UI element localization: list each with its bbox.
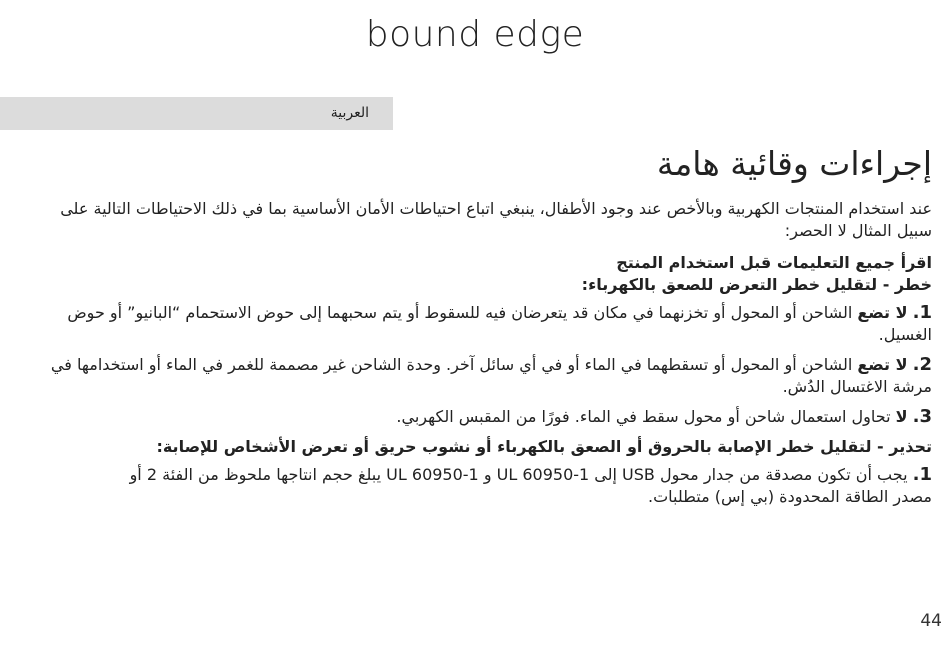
- item-text: تحاول استعمال شاحن أو محول سقط في الماء. فورًا من المقبس الكهربي.: [396, 406, 896, 426]
- item-number: 1.: [912, 301, 932, 323]
- danger-item-1: [20, 302, 932, 346]
- item-lead: لا تضع: [857, 302, 908, 322]
- read-block: [20, 252, 932, 296]
- danger-item-3: [20, 406, 932, 428]
- main-content: [20, 143, 932, 516]
- item-text: الشاحن أو المحول أو تسقطهما في الماء أو في أي سائل آخر. وحدة الشاحن غير مصممة للغمر في الماء أو استخدامها في مرشة الاغتسال الدُش.: [50, 354, 932, 396]
- language-bar: [0, 97, 393, 130]
- intro-paragraph: عند استخدام المنتجات الكهربية وبالأخص عند وجود الأطفال، ينبغي اتباع احتياطات الأمان الأساسية بما في ذلك الاحتياطات التالية على سبيل المثال لا الحصر:: [60, 198, 932, 240]
- danger-title: خطر - لتقليل خطر التعرض للصعق بالكهرباء:: [581, 274, 932, 294]
- warning-item-1: [92, 464, 932, 508]
- brand-logo-text: bound edge: [365, 14, 585, 55]
- item-number: 1.: [912, 463, 932, 485]
- item-text: يجب أن تكون مصدقة من جدار محول USB إلى UL 60950-1 و UL 60950-1 يبلغ حجم انتاجها ملحوظ من الفئة 2 أو مصدر الطاقة المحدودة (بي إس) متطلبات.: [129, 464, 932, 506]
- item-lead: لا: [895, 406, 908, 426]
- danger-item-2: [20, 354, 932, 398]
- item-number: 3.: [912, 405, 932, 427]
- item-number: 2.: [912, 353, 932, 375]
- page-number: 44: [920, 611, 942, 631]
- read-instructions: اقرأ جميع التعليمات قبل استخدام المنتج: [616, 252, 932, 272]
- item-text: الشاحن أو المحول أو تخزنهما في مكان قد يتعرضان فيه للسقوط أو يتم سحبهما إلى حوض الاستحمام “البانيو” أو حوض الغسيل.: [67, 302, 932, 344]
- warning-title: تحذير - لتقليل خطر الإصابة بالحروق أو الصعق بالكهرباء أو نشوب حريق أو تعرض الأشخاص للإصابة:: [156, 436, 932, 456]
- language-label: العربية: [330, 105, 369, 121]
- item-lead: لا تضع: [857, 354, 908, 374]
- page-heading: إجراءات وقائية هامة: [656, 144, 932, 183]
